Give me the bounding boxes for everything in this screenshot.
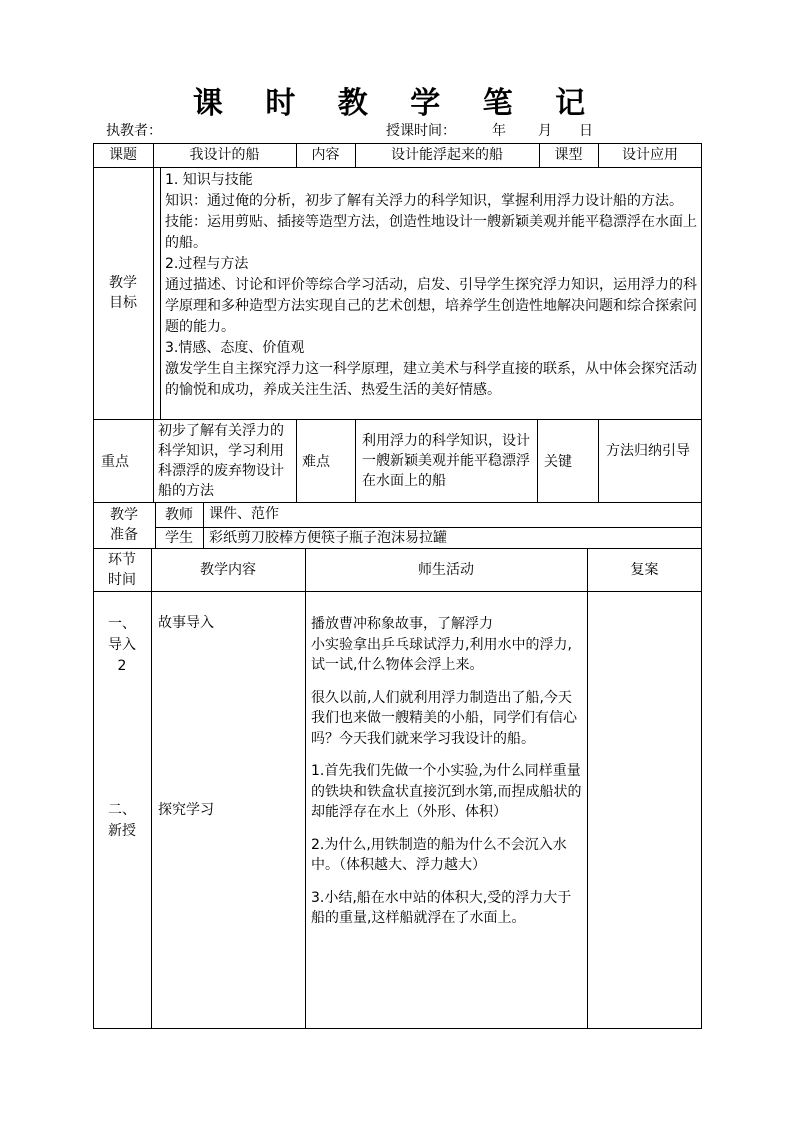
col-divider <box>537 419 538 502</box>
activity-item: 很久以前,人们就利用浮力制造出了船,今天我们也来做一艘精美的小船，同学们有信心吗？今天我们就来学习我设计的船。 <box>311 689 577 747</box>
row-divider <box>93 591 702 592</box>
type-value: 设计应用 <box>622 147 678 163</box>
prep-student-value: 彩纸剪刀胶棒方便筷子瓶子泡沫易拉罐 <box>209 530 447 546</box>
time-label: 授课时间： <box>386 123 456 139</box>
goals-line: 1. 知识与技能 <box>165 172 253 188</box>
month-label: 月 <box>538 123 552 139</box>
stage-new-teaching: 二、 新授 <box>108 802 136 839</box>
content-exploration: 探究学习 <box>158 802 214 818</box>
col-divider <box>203 502 204 548</box>
stage-intro: 一、 导入 2 <box>108 616 136 674</box>
activities-list <box>311 614 583 941</box>
col-divider <box>598 419 599 502</box>
difficult-label: 难点 <box>302 454 330 470</box>
col-divider <box>355 419 356 502</box>
col-divider <box>296 419 297 502</box>
col-divider <box>151 548 152 1029</box>
crux-value: 方法归纳引导 <box>606 443 690 459</box>
content-label: 内容 <box>311 147 340 163</box>
goals-line: 通过描述、讨论和评价等综合学习活动，启发、引导学生探究浮力知识，运用浮力的科学原理和多种造型方法实现自己的艺术创想，培养学生创造性地解决问题和综合探索问题的能力。 <box>165 277 697 335</box>
goals-line: 技能：运用剪贴、插接等造型方法，创造性地设计一艘新颖美观并能平稳漂浮在水面上的船。 <box>165 214 697 251</box>
activity-item: 2.为什么,用铁制造的船为什么不会沉入水中。（体积越大、浮力越大） <box>311 836 567 873</box>
col-divider <box>153 167 154 419</box>
day-label: 日 <box>579 123 593 139</box>
prep-teacher-value: 课件、范作 <box>209 506 279 522</box>
topic-label: 课题 <box>109 147 137 163</box>
key-label: 重点 <box>101 454 129 470</box>
activity-item: 3.小结,船在水中站的体积大,受的浮力大于船的重量,这样船就浮在了水面上。 <box>311 889 572 926</box>
col-divider <box>153 419 154 502</box>
col-stage-header: 环节 时间 <box>108 551 136 588</box>
type-label: 课型 <box>554 147 583 163</box>
prep-teacher-label: 教师 <box>165 506 193 523</box>
col-content-header: 教学内容 <box>200 561 256 578</box>
teacher-label: 执教者： <box>106 123 162 139</box>
col-activity-header: 师生活动 <box>418 561 474 578</box>
col-review-header: 复案 <box>630 561 659 578</box>
goals-line: 激发学生自主探究浮力这一科学原理，建立美术与科学直接的联系，从中体会探究活动的愉悦和成功，养成关注生活、热爱生活的美好情感。 <box>165 361 697 398</box>
goals-line: 知识：通过俺的分析，初步了解有关浮力的科学知识，掌握利用浮力设计船的方法。 <box>165 193 683 209</box>
year-label: 年 <box>492 123 506 139</box>
prep-student-label: 学生 <box>165 529 193 546</box>
prep-label: 教学 准备 <box>110 507 138 543</box>
col-divider <box>305 548 306 1029</box>
goals-line: 2.过程与方法 <box>165 256 249 272</box>
crux-label: 关键 <box>544 454 572 470</box>
activity-item: 播放曹冲称象故事，了解浮力 小实验拿出乒乓球试浮力,利用水中的浮力,试一试,什么物体会浮上来。 <box>311 616 572 673</box>
content-story-intro: 故事导入 <box>158 615 214 631</box>
key-value: 初步了解有关浮力的科学知识，学习利用科漂浮的废弃物设计船的方法 <box>158 423 284 499</box>
goals-line: 3.情感、态度、价值观 <box>165 340 305 356</box>
content-value: 设计能浮起来的船 <box>391 147 503 163</box>
goals-label: 教学 目标 <box>109 275 137 311</box>
document-title: 课 时 教 学 笔 记 <box>192 86 602 121</box>
row-divider <box>155 527 702 528</box>
col-divider <box>160 167 161 419</box>
row-divider <box>93 419 702 420</box>
activity-item: 1.首先我们先做一个小实验,为什么同样重量的铁块和铁盒状直接沉到水第,而捏成船状的却能浮存在水上（外形、体积） <box>311 763 582 820</box>
row-divider <box>93 167 702 168</box>
topic-value: 我设计的船 <box>189 147 260 163</box>
col-divider <box>587 548 588 1029</box>
difficult-value: 利用浮力的科学知识，设计一艘新颖美观并能平稳漂浮在水面上的船 <box>362 433 530 489</box>
goals-text <box>165 170 702 401</box>
